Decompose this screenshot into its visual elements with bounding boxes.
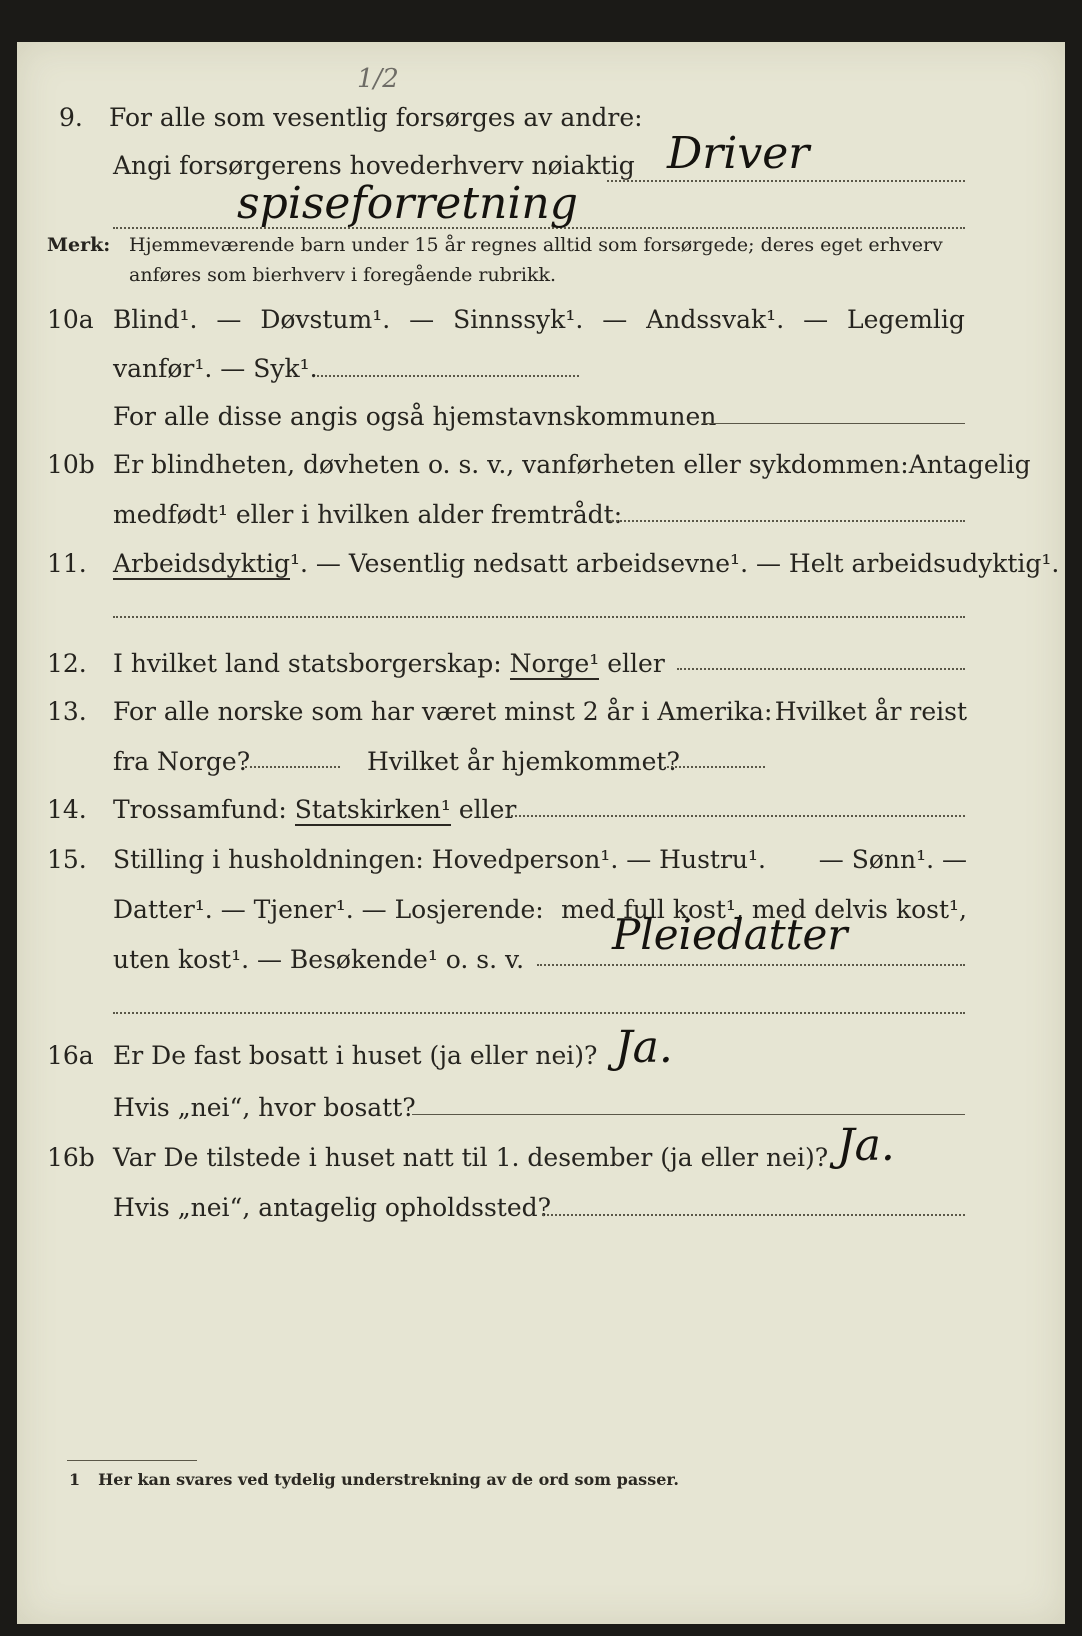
- q10a-municipality-line: [702, 423, 965, 424]
- q14-number: 14.: [47, 795, 87, 824]
- footnote-text: Her kan svares ved tydelig understrekning av de ord som passer.: [98, 1470, 679, 1489]
- q11-answer-line: [113, 616, 965, 618]
- q16a-answer: Ja.: [615, 1022, 673, 1073]
- q10b-line2: [17, 495, 1065, 535]
- q10a-text3: For alle disse angis også hjemstavnskommunen: [113, 402, 717, 431]
- q13-returned-line: [667, 766, 765, 768]
- q9-number: 9.: [59, 103, 83, 132]
- q16b-line2: [17, 1188, 1065, 1228]
- q10a-number: 10a: [47, 305, 94, 334]
- q15-answer-line: [537, 964, 965, 966]
- q11-line1: [17, 544, 1065, 584]
- q10b-text2: medfødt¹ eller i hvilken alder fremtrådt:: [113, 500, 623, 529]
- q13-line2: [17, 742, 1065, 782]
- q11-selected-option: Arbeidsdyktig: [113, 549, 290, 578]
- note-label: Merk:: [47, 234, 111, 256]
- q12-number: 12.: [47, 649, 87, 678]
- q11-number: 11.: [47, 549, 87, 578]
- q16a-number: 16a: [47, 1041, 94, 1070]
- q9-answer-line: [607, 180, 965, 182]
- q16b-answer-line: [542, 1214, 965, 1216]
- q15-answer-line2: [113, 1012, 965, 1014]
- q10a-text2: vanfør¹. — Syk¹.: [113, 354, 318, 383]
- q16a-answer-line: [412, 1114, 965, 1115]
- q14-selected-option: Statskirken¹: [294, 795, 451, 824]
- q10b-number: 10b: [47, 450, 95, 479]
- q15-text2: Datter¹. — Tjener¹. — Losjerende: med full kost¹, med delvis kost¹,: [113, 895, 967, 924]
- q10a-line1: [17, 300, 1065, 340]
- census-form-page: [17, 42, 1065, 1624]
- q10b-line1: [17, 445, 1065, 485]
- q16b-text2: Hvis „nei“, antagelig opholdssted?: [113, 1193, 552, 1222]
- q15-line1: [17, 840, 1065, 880]
- q16b-answer: Ja.: [837, 1120, 895, 1171]
- q15-number: 15.: [47, 845, 87, 874]
- q13-text1: For alle norske som har været minst 2 år i Amerika: Hvilket år reist: [113, 697, 967, 726]
- q9-line1: [17, 98, 1065, 138]
- footnote: [69, 1470, 679, 1489]
- q13-number: 13.: [47, 697, 87, 726]
- q16b-number: 16b: [47, 1143, 95, 1172]
- q15-text1: Stilling i husholdningen: Hovedperson¹. — Hustru¹. — Sønn¹. —: [113, 845, 967, 874]
- q15-text3: uten kost¹. — Besøkende¹ o. s. v.: [113, 945, 525, 974]
- q16a-text2: Hvis „nei“, hvor bosatt?: [113, 1093, 416, 1122]
- q12-line: [17, 644, 1065, 684]
- footnote-marker: 1: [69, 1470, 81, 1489]
- q16b-text1: Var De tilstede i huset natt til 1. desember (ja eller nei)?: [113, 1143, 829, 1172]
- q13-left-question: fra Norge?: [113, 747, 251, 776]
- q16a-text1: Er De fast bosatt i huset (ja eller nei)?: [113, 1041, 598, 1070]
- q13-right-question: Hvilket år hjemkommet?: [367, 747, 680, 776]
- q15-line2: [17, 890, 1065, 930]
- q14-text: Trossamfund: Statskirken¹ eller: [113, 795, 517, 824]
- q10b-text1: Er blindheten, døvheten o. s. v., vanførheten eller sykdommen: Antagelig: [113, 450, 1031, 479]
- q16a-line1: [17, 1036, 1065, 1076]
- q15-answer-position: Pleiedatter: [612, 910, 848, 959]
- footnote-separator: [67, 1460, 197, 1461]
- note-text2: anføres som bierhverv i foregående rubrikk.: [129, 264, 557, 286]
- q9-text: For alle som vesentlig forsørges av andre:: [109, 103, 643, 132]
- q13-line1: [17, 692, 1065, 732]
- q16a-line2: [17, 1088, 1065, 1128]
- q10a-line3: [17, 397, 1065, 437]
- q15-line3: [17, 940, 1065, 980]
- q10a-line2: [17, 349, 1065, 389]
- pencil-annotation: 1/2: [357, 64, 399, 94]
- q9-answer-occupation: Driver: [667, 128, 810, 179]
- q10b-answer-line: [609, 520, 965, 522]
- q13-emigrated-line: [245, 766, 340, 768]
- note-text1: Hjemmeværende barn under 15 år regnes alltid som forsørgede; deres eget erhverv: [129, 234, 943, 256]
- note-line1: [17, 230, 1065, 260]
- q14-line: [17, 790, 1065, 830]
- q9-provider-label: Angi forsørgerens hovederhverv nøiaktig: [113, 151, 635, 180]
- q9-answer-place: spiseforretning: [237, 178, 578, 229]
- q12-text: I hvilket land statsborgerskap: Norge¹ eller: [113, 649, 665, 678]
- q10a-answer-line: [317, 375, 579, 377]
- q10a-text1: Blind¹. — Døvstum¹. — Sinnssyk¹. — Andssvak¹. — Legemlig: [113, 305, 965, 334]
- q12-selected-option: Norge¹: [509, 649, 600, 678]
- q12-answer-line: [677, 668, 965, 670]
- q11-text: Arbeidsdyktig¹. — Vesentlig nedsatt arbeidsevne¹. — Helt arbeidsudyktig¹.: [113, 549, 1060, 578]
- note-line2: [17, 260, 1065, 290]
- q14-answer-line: [511, 815, 965, 817]
- q16b-line1: [17, 1138, 1065, 1178]
